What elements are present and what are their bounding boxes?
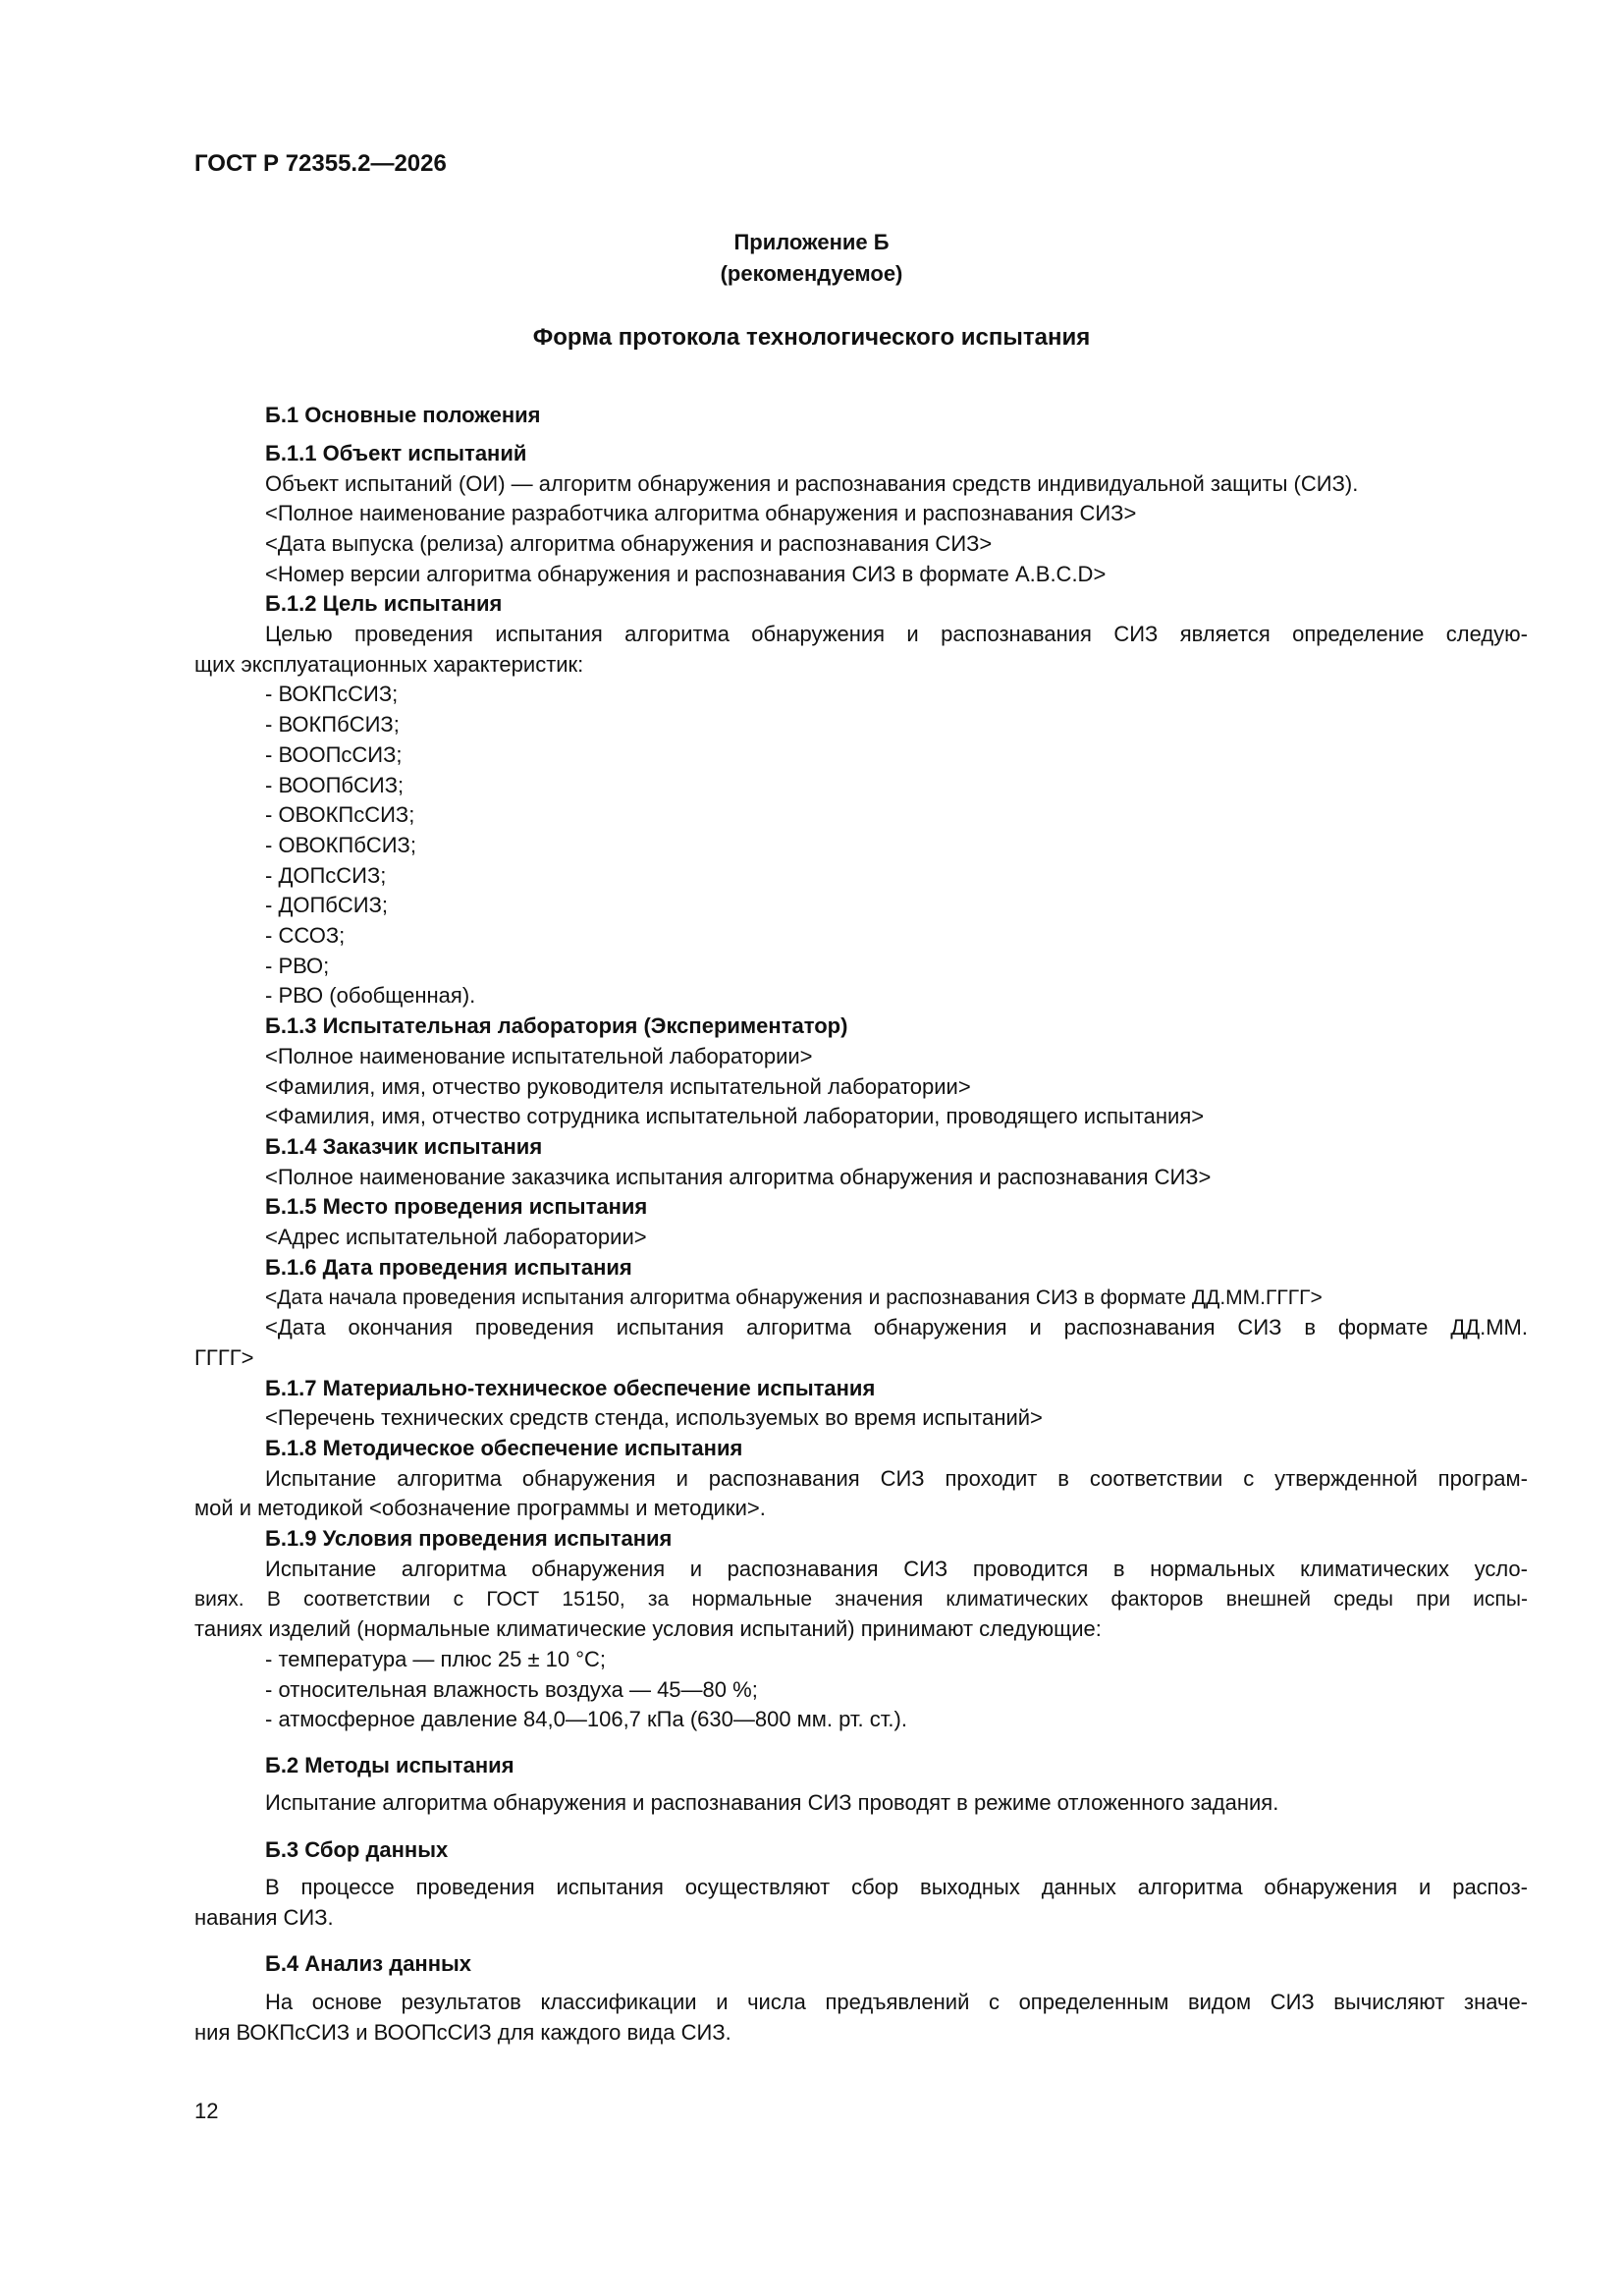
- list-item: - температура — плюс 25 ± 10 °С;: [265, 1647, 607, 1671]
- list-item: - ДОПбСИЗ;: [265, 893, 388, 917]
- subsection-heading: Б.1.5 Место проведения испытания: [265, 1194, 648, 1219]
- paragraph-line: Целью проведения испытания алгоритма обнаружения и распознавания СИЗ является определение следую-: [265, 622, 1528, 646]
- appendix-status: (рекомендуемое): [720, 261, 903, 286]
- standard-number: ГОСТ Р 72355.2—2026: [194, 150, 447, 177]
- paragraph-line: щих эксплуатационных характеристик:: [194, 652, 584, 677]
- list-item: - ВООПбСИЗ;: [265, 773, 405, 797]
- page-number: 12: [194, 2099, 219, 2123]
- subsection-heading: Б.1.4 Заказчик испытания: [265, 1134, 543, 1159]
- section-heading: Б.1 Основные положения: [265, 403, 541, 427]
- paragraph-line: виях. В соответствии с ГОСТ 15150, за нормальные значения климатических факторов внешней среды при испы-: [194, 1588, 1528, 1611]
- paragraph-line: <Полное наименование испытательной лаборатории>: [265, 1044, 813, 1068]
- list-item: - относительная влажность воздуха — 45—80 %;: [265, 1677, 758, 1702]
- paragraph-line: <Фамилия, имя, отчество руководителя испытательной лаборатории>: [265, 1074, 971, 1099]
- section-heading: Б.3 Сбор данных: [265, 1837, 449, 1862]
- subsection-heading: Б.1.6 Дата проведения испытания: [265, 1255, 632, 1280]
- paragraph-line: <Перечень технических средств стенда, используемых во время испытаний>: [265, 1405, 1043, 1430]
- appendix-title: Форма протокола технологического испытания: [532, 324, 1091, 351]
- paragraph-line: <Дата начала проведения испытания алгоритма обнаружения и распознавания СИЗ в формате ДД.ММ.ГГГГ>: [265, 1286, 1323, 1309]
- paragraph-line: <Адрес испытательной лаборатории>: [265, 1225, 647, 1249]
- paragraph-line: На основе результатов классификации и числа предъявлений с определенным видом СИЗ вычисляют значе-: [265, 1990, 1528, 2014]
- paragraph-line: навания СИЗ.: [194, 1905, 334, 1930]
- paragraph-line: В процессе проведения испытания осуществляют сбор выходных данных алгоритма обнаружения и распоз-: [265, 1875, 1528, 1899]
- paragraph-line: <Номер версии алгоритма обнаружения и распознавания СИЗ в формате A.B.C.D>: [265, 562, 1107, 586]
- subsection-heading: Б.1.1 Объект испытаний: [265, 441, 527, 465]
- paragraph-line: <Дата выпуска (релиза) алгоритма обнаружения и распознавания СИЗ>: [265, 531, 993, 556]
- paragraph-line: <Фамилия, имя, отчество сотрудника испытательной лаборатории, проводящего испытания>: [265, 1104, 1205, 1128]
- list-item: - ВООПсСИЗ;: [265, 742, 403, 767]
- list-item: - ДОПсСИЗ;: [265, 863, 387, 888]
- appendix-label: Приложение Б: [733, 230, 890, 254]
- list-item: - ВОКПсСИЗ;: [265, 682, 399, 706]
- subsection-heading: Б.1.9 Условия проведения испытания: [265, 1526, 673, 1551]
- list-item: - ВОКПбСИЗ;: [265, 712, 400, 737]
- paragraph-line: <Дата окончания проведения испытания алгоритма обнаружения и распознавания СИЗ в формате ДД.ММ.: [265, 1315, 1528, 1339]
- paragraph-line: Испытание алгоритма обнаружения и распознавания СИЗ проводят в режиме отложенного задания.: [265, 1790, 1279, 1815]
- paragraph-line: таниях изделий (нормальные климатические условия испытаний) принимают следующие:: [194, 1616, 1102, 1641]
- subsection-heading: Б.1.3 Испытательная лаборатория (Экспериментатор): [265, 1013, 848, 1038]
- list-item: - РВО (обобщенная).: [265, 983, 476, 1008]
- paragraph-line: <Полное наименование заказчика испытания алгоритма обнаружения и распознавания СИЗ>: [265, 1165, 1212, 1189]
- paragraph-line: Объект испытаний (ОИ) — алгоритм обнаружения и распознавания средств индивидуальной защиты (СИЗ).: [265, 471, 1359, 496]
- list-item: - ОВОКПбСИЗ;: [265, 833, 416, 857]
- paragraph-line: ния ВОКПсСИЗ и ВООПсСИЗ для каждого вида СИЗ.: [194, 2020, 731, 2045]
- subsection-heading: Б.1.7 Материально-техническое обеспечение испытания: [265, 1376, 876, 1400]
- paragraph-line: Испытание алгоритма обнаружения и распознавания СИЗ проходит в соответствии с утвержденной програм-: [265, 1466, 1528, 1491]
- list-item: - атмосферное давление 84,0—106,7 кПа (630—800 мм. рт. ст.).: [265, 1707, 907, 1731]
- section-heading: Б.4 Анализ данных: [265, 1951, 472, 1976]
- list-item: - ССОЗ;: [265, 923, 346, 948]
- paragraph-line: мой и методикой <обозначение программы и методики>.: [194, 1496, 766, 1520]
- paragraph-line: ГГГГ>: [194, 1345, 254, 1370]
- subsection-heading: Б.1.2 Цель испытания: [265, 591, 503, 616]
- list-item: - РВО;: [265, 954, 330, 978]
- list-item: - ОВОКПсСИЗ;: [265, 802, 415, 827]
- section-heading: Б.2 Методы испытания: [265, 1753, 514, 1777]
- paragraph-line: Испытание алгоритма обнаружения и распознавания СИЗ проводится в нормальных климатических усло-: [265, 1557, 1528, 1581]
- paragraph-line: <Полное наименование разработчика алгоритма обнаружения и распознавания СИЗ>: [265, 501, 1137, 525]
- subsection-heading: Б.1.8 Методическое обеспечение испытания: [265, 1436, 743, 1460]
